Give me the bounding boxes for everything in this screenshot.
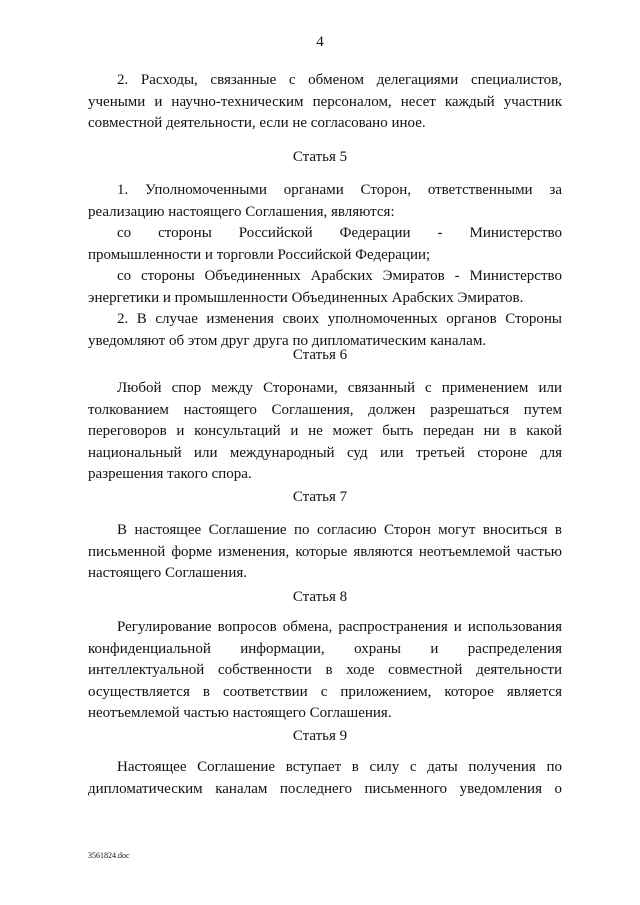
article4-tail	[88, 70, 562, 135]
footer-doc-id: 3561824.doc	[88, 851, 130, 860]
article5-paragraph-1b: со стороны Объединенных Арабских Эмиратов - Министерство энергетики и промышленности Объединенных Арабских Эмиратов.	[88, 268, 562, 306]
article7-paragraph-1: В настоящее Соглашение по согласию Сторон могут вноситься в письменной форме изменения, которые являются неотъемлемой частью настоящего Соглашения.	[88, 522, 562, 581]
article5-paragraph-2: 2. В случае изменения своих уполномоченных органов Стороны уведомляют об этом друг друга по дипломатическим каналам.	[88, 311, 562, 349]
article7-heading: Статья 7	[292, 489, 348, 505]
article8-paragraph-1: Регулирование вопросов обмена, распространения и использования конфиденциальной информации, охраны и распределения интеллектуальной собственности в ходе совместной деятельности осуществляется в соответствии с приложением, которое является неотъемлемой частью настоящего Соглашения.	[88, 619, 562, 721]
article5-paragraph-1: 1. Уполномоченными органами Сторон, ответственными за реализацию настоящего Соглашения, являются:	[88, 182, 562, 220]
page-number: 4	[316, 34, 324, 50]
article7-body	[88, 520, 562, 585]
article5-paragraph-1a: со стороны Российской Федерации - Министерство промышленности и торговли Российской Федерации;	[88, 225, 562, 263]
article6-body	[88, 378, 562, 486]
article8-heading: Статья 8	[292, 589, 348, 605]
article9-heading: Статья 9	[292, 728, 348, 744]
article9-paragraph-1: Настоящее Соглашение вступает в силу с даты получения по дипломатическим каналам последнего письменного уведомления о	[88, 759, 562, 797]
article9-body	[88, 757, 562, 800]
article4-paragraph-2: 2. Расходы, связанные с обменом делегациями специалистов, учеными и научно-техническим персоналом, несет каждый участник совместной деятельности, если не согласовано иное.	[88, 72, 562, 131]
article5-heading: Статья 5	[292, 149, 348, 165]
article6-paragraph-1: Любой спор между Сторонами, связанный с применением или толкованием настоящего Соглашения, должен разрешаться путем переговоров и консультаций и не может быть передан ни в какой национальный или международный суд или третьей стороне для разрешения такого спора.	[88, 380, 562, 482]
article8-body	[88, 617, 562, 725]
article5-body	[88, 180, 562, 352]
article6-heading: Статья 6	[292, 347, 348, 363]
